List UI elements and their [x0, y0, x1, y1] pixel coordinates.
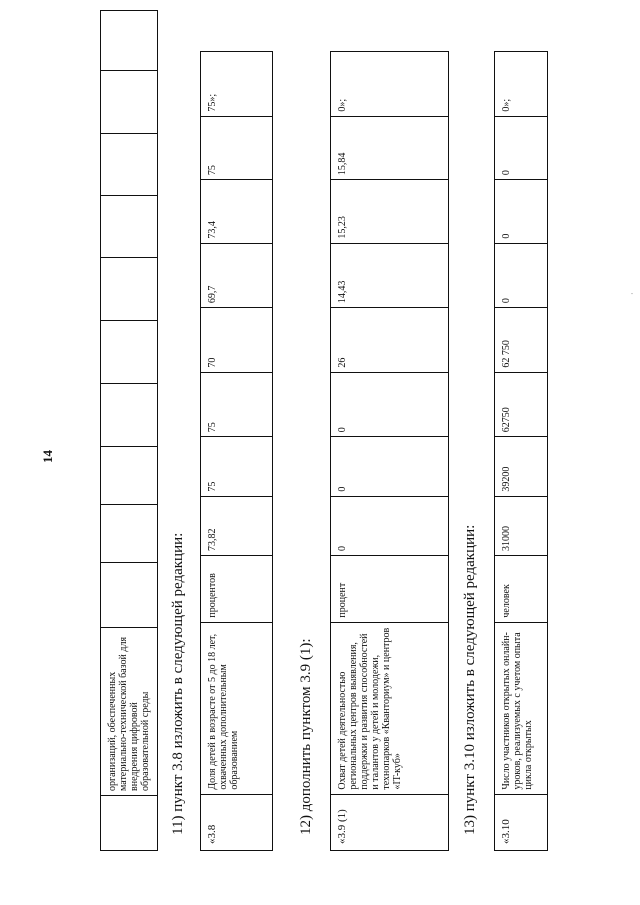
scan-mark: ·: [628, 292, 637, 295]
cell-value: 39200: [495, 437, 548, 496]
cell-indicator: Охват детей деятельностью региональных центров выявления, поддержки и развития способностей и талантов у детей и молодежи, технопарков «Кванториум» и центров «IT-куб»: [331, 622, 449, 794]
cell-value: [101, 563, 158, 628]
cell-unit: человек: [495, 556, 548, 623]
table-row: [101, 11, 158, 851]
cell-value: [101, 71, 158, 134]
cell-value: 62 750: [495, 308, 548, 373]
cell-value: 0: [331, 372, 449, 437]
cell-value: [101, 447, 158, 505]
cell-value: 0: [495, 243, 548, 308]
cell-value: 31000: [495, 496, 548, 555]
cell-value: [101, 11, 158, 71]
cell-unit: процентов: [201, 556, 273, 623]
cell-value: 0: [495, 116, 548, 180]
cell-value: 62750: [495, 372, 548, 437]
cell-number: [101, 796, 158, 851]
table-row: [495, 52, 548, 851]
cell-number: «3.8: [201, 794, 273, 850]
table-3-10: [494, 51, 548, 851]
cell-value: 75: [201, 372, 273, 437]
cell-indicator: Доля детей в возрасте от 5 до 18 лет, охваченных дополнительным образованием: [201, 622, 273, 794]
cell-value: [101, 196, 158, 258]
cell-value: 73,82: [201, 496, 273, 555]
cell-value: 26: [331, 308, 449, 373]
cell-value: 0»;: [331, 52, 449, 117]
cell-value: 14,43: [331, 243, 449, 308]
heading-item-11: 11) пункт 3.8 изложить в следующей редакции:: [170, 532, 186, 835]
table-3-9-1: [330, 51, 449, 851]
heading-item-12: 12) дополнить пунктом 3.9 (1):: [298, 638, 314, 835]
cell-value: 69,7: [201, 243, 273, 308]
table-row: [201, 52, 273, 851]
heading-item-13: 13) пункт 3.10 изложить в следующей редакции:: [462, 524, 478, 835]
cell-value: 70: [201, 308, 273, 373]
cell-value: [101, 258, 158, 321]
table-3-8: [200, 51, 273, 851]
cell-value: 15,84: [331, 116, 449, 180]
cell-value: 15,23: [331, 180, 449, 244]
cell-value: 0: [495, 180, 548, 244]
cell-indicator: организаций, обеспеченных материально-технической базой для внедрения цифровой образовательной среды: [101, 628, 158, 796]
cell-value: [101, 505, 158, 563]
cell-value: 75: [201, 116, 273, 180]
cell-number: «3.9 (1): [331, 794, 449, 850]
cell-value: 0»;: [495, 52, 548, 117]
cell-indicator: Число участников открытых онлайн-уроков, реализуемых с учетом опыта цикла открытых: [495, 622, 548, 794]
cell-value: 0: [331, 437, 449, 496]
page-number: 14: [40, 450, 55, 463]
cell-value: [101, 134, 158, 196]
cell-value: [101, 321, 158, 384]
cell-number: «3.10: [495, 794, 548, 850]
cell-value: 75»;: [201, 52, 273, 117]
table-row: [331, 52, 449, 851]
cell-value: [101, 384, 158, 447]
cell-value: 73,4: [201, 180, 273, 244]
table-continued: [100, 10, 158, 851]
cell-value: 0: [331, 496, 449, 555]
cell-unit: процент: [331, 556, 449, 623]
cell-value: 75: [201, 437, 273, 496]
